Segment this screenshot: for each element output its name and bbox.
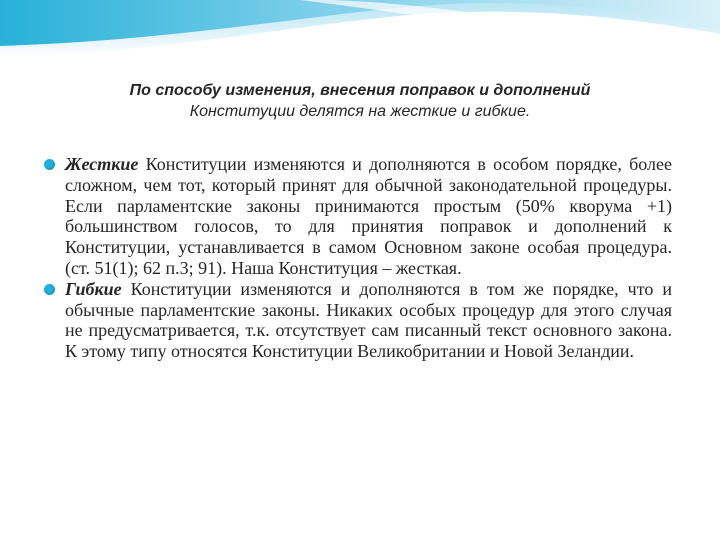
slide-title <box>40 80 680 122</box>
bullet-marker-icon <box>44 284 55 295</box>
bullet-rigid-constitutions <box>44 154 672 279</box>
bullet-marker-icon <box>44 159 55 170</box>
bullet-text: Конституции изменяются и дополняются в том же порядке, что и обычные парламентские законы. Никаких особых процедур для этого случая не предусматривается, т.к. отсутствует сам писанный текст основного закона. К этому типу относятся Конституции Великобритании и Новой Зеландии. <box>65 278 672 362</box>
bullet-term: Жесткие <box>65 154 139 174</box>
bullet-flexible-constitutions <box>44 279 672 362</box>
title-line-1: По способу изменения, внесения поправок и дополнений <box>129 82 591 99</box>
bullet-term: Гибкие <box>65 278 122 299</box>
title-line-2: Конституции делятся на жесткие и гибкие. <box>189 103 531 120</box>
bullet-text: Конституции изменяются и дополняются в особом порядке, более сложном, чем тот, который принят для обычной законодательной процедуры. Если парламентские законы принимаются простым (50% кворума +1) большинством голосов, то для принятия поправок и дополнений к Конституции, устанавливается в самом Основном законе особая процедура. (ст. 51(1); 62 п.3; 91). Наша Конституция – жесткая. <box>65 154 672 278</box>
bullet-list <box>44 154 672 362</box>
header-wave-decoration <box>0 0 720 80</box>
